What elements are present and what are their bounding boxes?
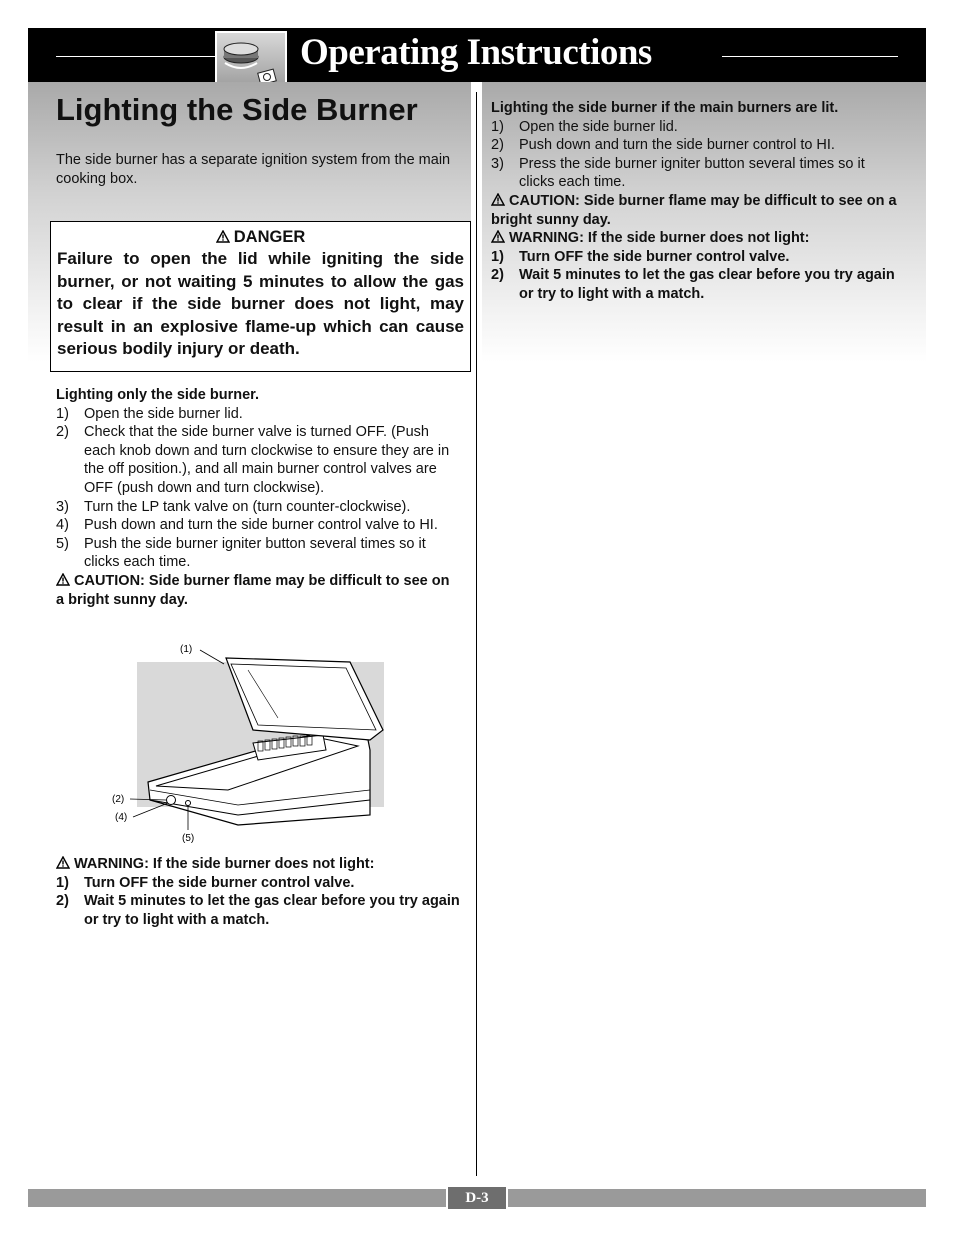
list-item — [56, 516, 460, 535]
page-header — [28, 28, 926, 82]
main-lit-steps — [491, 118, 903, 192]
warning-triangle-icon — [491, 193, 505, 206]
step-text: Open the side burner lid. — [84, 405, 243, 422]
danger-box — [50, 221, 471, 372]
step-number: 2) — [491, 137, 504, 154]
step-text: Press the side burner igniter button several times so it clicks each time. — [519, 155, 865, 191]
callout-1: (1) — [180, 644, 193, 655]
step-text: Wait 5 minutes to let the gas clear before you try again or try to light with a match. — [84, 893, 460, 928]
page-title: Operating Instructions — [300, 32, 652, 73]
only-side-section — [56, 386, 460, 609]
left-warning-section — [56, 855, 460, 929]
left-warning-steps — [56, 874, 460, 930]
step-number: 1) — [491, 248, 504, 265]
danger-title — [57, 226, 464, 248]
callout-2: (2) — [112, 794, 125, 805]
warning-triangle-icon — [56, 573, 70, 586]
warning-triangle-icon — [491, 230, 505, 243]
step-number: 2) — [56, 424, 69, 441]
danger-title-text: DANGER — [233, 228, 306, 246]
warning-title — [491, 229, 903, 248]
list-item — [56, 874, 460, 893]
warning-title-text: WARNING: If the side burner does not light: — [509, 230, 810, 247]
intro-text: The side burner has a separate ignition system from the main cooking box. — [56, 152, 451, 187]
step-text: Turn OFF the side burner control valve. — [519, 248, 790, 265]
warning-triangle-icon — [216, 230, 230, 243]
step-number: 1) — [491, 118, 504, 135]
main-lit-title: Lighting the side burner if the main burners are lit. — [491, 100, 839, 116]
main-lit-section — [491, 99, 903, 304]
step-number: 4) — [56, 517, 69, 534]
step-number: 1) — [56, 405, 69, 422]
step-text: Push down and turn the side burner control to HI. — [519, 137, 835, 154]
only-side-title: Lighting only the side burner. — [56, 387, 260, 403]
list-item — [56, 498, 460, 517]
callout-5: (5) — [182, 833, 195, 844]
list-item — [491, 118, 903, 137]
page-number: D-3 — [446, 1187, 508, 1209]
warning-title-text: WARNING: If the side burner does not light: — [74, 856, 375, 872]
right-warning-steps — [491, 248, 903, 304]
caution-text: CAUTION: Side burner flame may be difficult to see on a bright sunny day. — [491, 192, 897, 228]
column-divider — [476, 92, 477, 1176]
warning-title — [56, 855, 460, 874]
side-burner-illustration — [108, 640, 388, 850]
step-number: 1) — [56, 874, 69, 891]
list-item — [491, 248, 903, 267]
list-item — [491, 266, 903, 303]
step-number: 2) — [491, 267, 504, 284]
callout-4: (4) — [115, 812, 128, 823]
list-item — [56, 405, 460, 424]
step-text: Turn OFF the side burner control valve. — [84, 874, 355, 891]
caution-note — [56, 572, 460, 609]
danger-body: Failure to open the lid while igniting the side burner, or not waiting 5 minutes to allow the gas to clear if the side burner does not light, may result in an explosive flame-up which can cause serious bodily injury or death. — [57, 249, 464, 358]
step-number: 3) — [491, 155, 504, 172]
step-number: 3) — [56, 498, 69, 515]
step-text: Push down and turn the side burner control valve to HI. — [84, 517, 438, 534]
step-text: Push the side burner igniter button several times so it clicks each time. — [84, 535, 426, 571]
step-text: Check that the side burner valve is turned OFF. (Push each knob down and turn clockwise to ensure they are in the off position.), and all main burner control valves are OFF (push down and turn clockwise). — [84, 424, 450, 496]
list-item — [491, 155, 903, 192]
list-item — [56, 535, 460, 572]
step-text: Open the side burner lid. — [519, 118, 678, 135]
warning-triangle-icon — [56, 856, 70, 869]
list-item — [56, 892, 460, 929]
header-rule-right — [722, 56, 898, 57]
only-side-steps — [56, 405, 460, 572]
step-text: Wait 5 minutes to let the gas clear before you try again or try to light with a match. — [519, 267, 895, 302]
step-number: 5) — [56, 535, 69, 552]
section-heading: Lighting the Side Burner — [56, 92, 418, 127]
step-text: Turn the LP tank valve on (turn counter-clockwise). — [84, 498, 411, 515]
caution-note — [491, 192, 903, 229]
list-item — [56, 423, 460, 497]
step-number: 2) — [56, 893, 69, 910]
caution-text: CAUTION: Side burner flame may be difficult to see on a bright sunny day. — [56, 572, 450, 608]
list-item — [491, 136, 903, 155]
